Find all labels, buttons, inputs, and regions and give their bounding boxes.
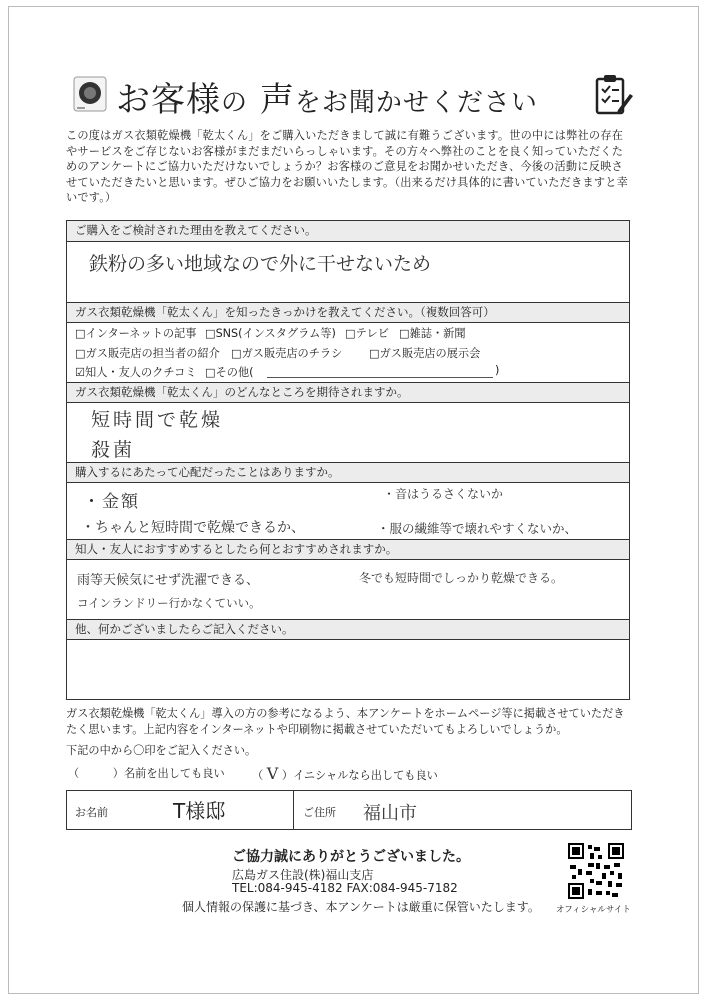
questionnaire-box — [66, 220, 630, 700]
option-magazine[interactable]: □雑誌・新聞 — [399, 327, 466, 340]
option-flyer[interactable]: □ガス販売店のチラシ — [231, 347, 343, 360]
option-exhibition[interactable]: □ガス販売店の展示会 — [369, 347, 481, 360]
name-address-divider — [293, 791, 295, 829]
choice-initial-ok[interactable]: （ V ）イニシャルなら出しても良い — [252, 764, 438, 783]
q5-answer-3: コインランドリー行かなくていい。 — [77, 596, 261, 610]
q4-answer-2: ・音はうるさくないか — [383, 487, 504, 501]
address-label: ご住所 — [303, 806, 336, 819]
q3-answer-2: 殺菌 — [91, 439, 136, 461]
choice-name-ok[interactable]: （ ）名前を出しても良い — [68, 767, 225, 780]
other-input-line[interactable] — [267, 377, 493, 378]
intro-text: この度はガス衣類乾燥機「乾太くん」をご購入いただきまして誠に有難うございます。世の中には弊社の存在やサービスをご存じないお客様がまだまだいらっしゃいます。その方々へ弊社のことを良く知っていただくためのアンケートにご協力いただけないでしょうか？お客様のご意見をお聞かせいただき、今後の活動に反映させていただきたいと思います。ぜひご協力をお願いいたします。（出来るだけ具体的に書いていただきますと幸いです。） — [66, 129, 628, 205]
page-title: お客様の 声をお聞かせください — [116, 80, 538, 120]
q1-answer: 鉄粉の多い地域なので外に干せないため — [89, 253, 432, 275]
option-sns[interactable]: □SNS(インスタグラム等) — [205, 327, 336, 340]
contact-numbers: TEL:084-945-4182 FAX:084-945-7182 — [232, 881, 458, 895]
q4-answer-1: ・金額 — [83, 492, 140, 512]
company-name: 広島ガス住設(株)福山支店 — [232, 868, 374, 882]
q5-header: 知人・友人におすすめするとしたら何とおすすめされますか。 — [67, 539, 629, 560]
q6-header: 他、何かございましたらご記入ください。 — [67, 619, 629, 640]
clipboard-pen-icon — [594, 74, 634, 116]
q1-header: ご購入をご検討された理由を教えてください。 — [67, 221, 629, 242]
option-tv[interactable]: □テレビ — [345, 327, 389, 340]
thanks-text: ご協力誠にありがとうございました。 — [232, 849, 470, 865]
q4-header: 購入するにあたって心配だったことはありますか。 — [67, 462, 629, 483]
option-other-close: ) — [495, 364, 500, 377]
name-label: お名前 — [75, 806, 108, 819]
q3-answer-1: 短時間で乾燥 — [91, 409, 224, 431]
choice-mark: V — [266, 764, 279, 783]
option-other[interactable]: □その他( — [205, 366, 254, 379]
option-staff-intro[interactable]: □ガス販売店の担当者の紹介 — [75, 347, 220, 360]
option-word-of-mouth[interactable]: ☑知人・友人のクチコミ — [75, 366, 197, 379]
q4-answer-4: ・服の繊維等で壊れやすくないか、 — [377, 521, 578, 536]
privacy-note: 個人情報の保護に基づき、本アンケートは厳重に保管いたします。 — [182, 900, 540, 914]
address-value[interactable]: 福山市 — [363, 803, 417, 824]
q5-answer-1: 雨等天候気にせず洗濯できる、 — [77, 573, 260, 588]
qr-label: オフィシャルサイト — [556, 905, 631, 915]
name-value[interactable]: T様邸 — [173, 799, 226, 823]
q3-header: ガス衣類乾燥機「乾太くん」のどんなところを期待されますか。 — [67, 382, 629, 403]
dryer-icon — [73, 76, 107, 112]
q2-header: ガス衣類乾燥機「乾太くん」を知ったきっかけを教えてください。（複数回答可） — [67, 302, 629, 323]
publish-note: ガス衣類乾燥機「乾太くん」導入の方の参考になるよう、本アンケートをホームページ等に掲載させていただきたく思います。上記内容をインターネットや印刷物に掲載させていただいてもよろしいでしょうか。 — [66, 707, 625, 736]
q5-answer-2: 冬でも短時間でしっかり乾燥できる。 — [359, 571, 564, 585]
option-internet[interactable]: □インターネットの記事 — [75, 327, 197, 340]
q4-answer-3: ・ちゃんと短時間で乾燥できるか、 — [81, 520, 305, 536]
name-address-box — [66, 790, 632, 830]
qr-code-icon[interactable] — [568, 843, 624, 899]
instruction-note: 下記の中から〇印をご記入ください。 — [66, 744, 257, 757]
